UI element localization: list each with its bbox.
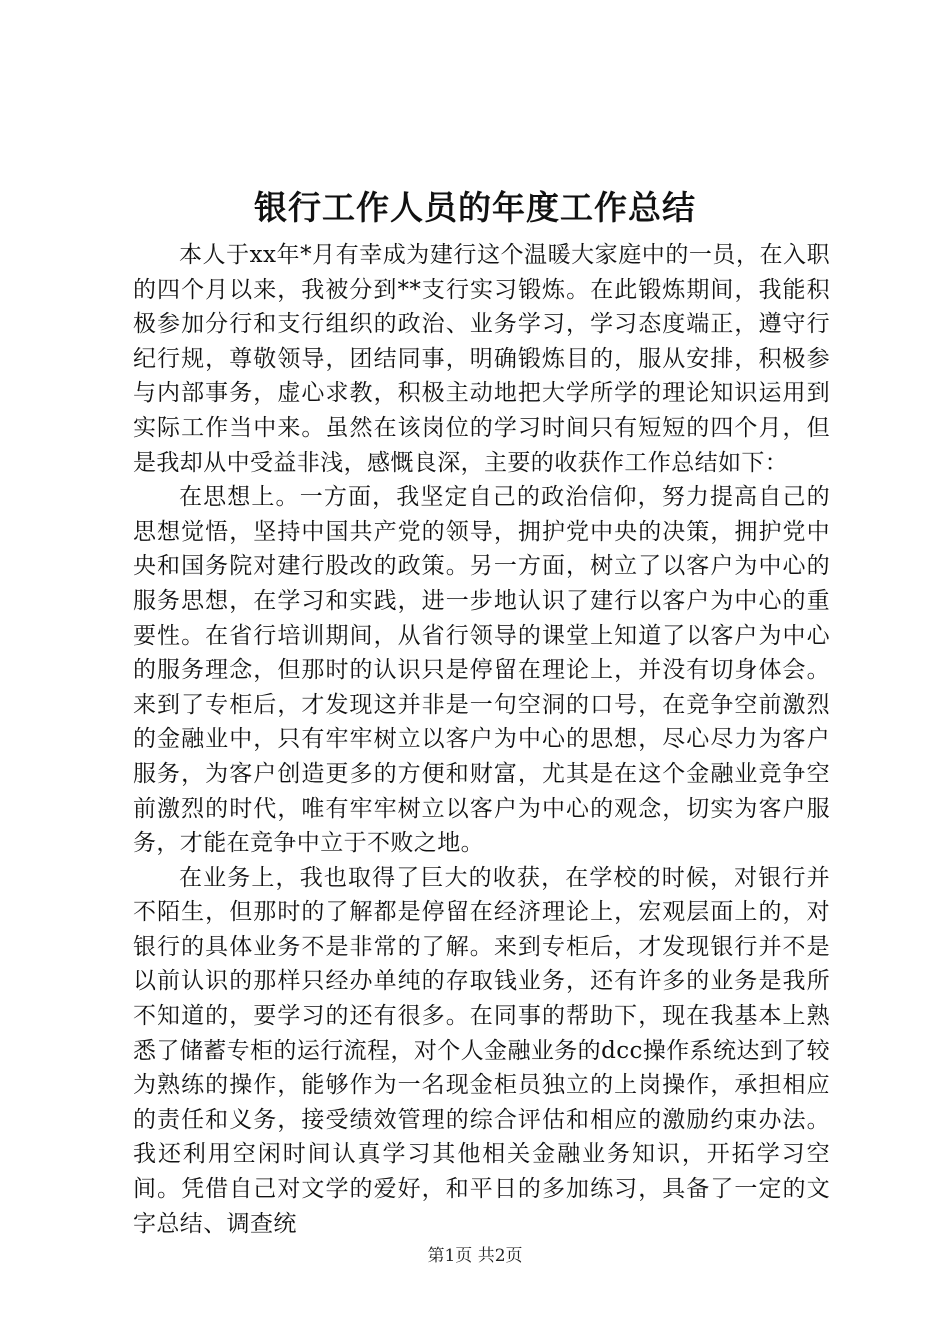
document-body [133,238,830,1241]
paragraph-intro: 本人于xx年*月有幸成为建行这个温暖大家庭中的一员，在入职的四个月以来，我被分到**支行实习锻炼。在此锻炼期间，我能积极参加分行和支行组织的政治、业务学习，学习态度端正，遵守行纪行规，尊敬领导，团结同事，明确锻炼目的，服从安排，积极参与内部事务，虚心求教，积极主动地把大学所学的理论知识运用到实际工作当中来。虽然在该岗位的学习时间只有短短的四个月，但是我却从中受益非浅，感慨良深，主要的收获作工作总结如下： [133,242,830,476]
document-title: 银行工作人员的年度工作总结 [254,188,696,227]
paragraph-business: 在业务上，我也取得了巨大的收获，在学校的时候，对银行并不陌生，但那时的了解都是停留在经济理论上，宏观层面上的，对银行的具体业务不是非常的了解。来到专柜后，才发现银行并不是以前认识的那样只经办单纯的存取钱业务，还有许多的业务是我所不知道的，要学习的还有很多。在同事的帮助下，现在我基本上熟悉了储蓄专柜的运行流程，对个人金融业务的dcc操作系统达到了较为熟练的操作，能够作为一名现金柜员独立的上岗操作，承担相应的责任和义务，接受绩效管理的综合评估和相应的激励约束办法。我还利用空闲时间认真学习其他相关金融业务知识，开拓学习空间。凭借自己对文学的爱好，和平日的多加练习，具备了一定的文字总结、调查统 [133,864,830,1237]
paragraph-ideology: 在思想上。一方面，我坚定自己的政治信仰，努力提高自己的思想觉悟，坚持中国共产党的领导，拥护党中央的决策，拥护党中央和国务院对建行股改的政策。另一方面，树立了以客户为中心的服务思想，在学习和实践，进一步地认识了建行以客户为中心的重要性。在省行培训期间，从省行领导的课堂上知道了以客户为中心的服务理念，但那时的认识只是停留在理论上，并没有切身体会。来到了专柜后，才发现这并非是一句空洞的口号，在竞争空前激烈的金融业中，只有牢牢树立以客户为中心的思想，尽心尽力为客户服务，为客户创造更多的方便和财富，尤其是在这个金融业竞争空前激烈的时代，唯有牢牢树立以客户为中心的观念，切实为客户服务，才能在竞争中立于不败之地。 [133,484,830,857]
page-number: 第1页 共2页 [427,1246,523,1266]
